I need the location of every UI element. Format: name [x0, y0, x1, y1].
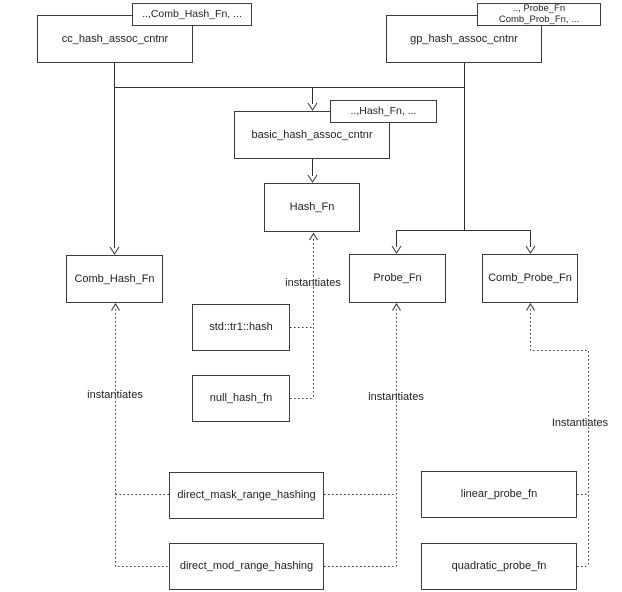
node-basic-hash-assoc-cntnr: basic_hash_assoc_cntnr — [234, 111, 390, 159]
node-cc-hash-assoc-cntnr: cc_hash_assoc_cntnr — [37, 15, 193, 63]
param-box-hash-fn: ..,Hash_Fn, ... — [330, 100, 437, 123]
param-box-comb-hash-fn: ..,Comb_Hash_Fn, ... — [132, 3, 252, 26]
node-direct-mask-range-hashing: direct_mask_range_hashing — [169, 472, 324, 519]
param-box-probe-comb-prob-fn — [477, 3, 601, 26]
edge-label-instantiates-comb-hash-fn: instantiates — [87, 389, 143, 401]
node-comb-probe-fn: Comb_Probe_Fn — [482, 254, 578, 303]
node-hash-fn: Hash_Fn — [264, 183, 360, 232]
param-line-probe-fn: .., Probe_Fn — [512, 3, 566, 14]
node-null-hash-fn: null_hash_fn — [192, 375, 290, 422]
node-comb-hash-fn: Comb_Hash_Fn — [66, 255, 163, 303]
node-std-tr1-hash: std::tr1::hash — [192, 304, 290, 351]
node-quadratic-probe-fn: quadratic_probe_fn — [421, 543, 577, 590]
param-line-comb-prob-fn: Comb_Prob_Fn, ... — [498, 13, 580, 25]
edge-label-instantiates-probe-fn: instantiates — [368, 391, 424, 403]
edge-label-instantiates-hash-fn: instantiates — [285, 277, 341, 289]
node-direct-mod-range-hashing: direct_mod_range_hashing — [169, 543, 324, 590]
edge-label-instantiates-comb-probe-fn: Instantiates — [551, 417, 609, 429]
node-linear-probe-fn: linear_probe_fn — [421, 471, 577, 518]
node-gp-hash-assoc-cntnr: gp_hash_assoc_cntnr — [386, 15, 542, 63]
dotted-arrowheads-up — [112, 234, 535, 311]
node-probe-fn: Probe_Fn — [349, 254, 446, 303]
